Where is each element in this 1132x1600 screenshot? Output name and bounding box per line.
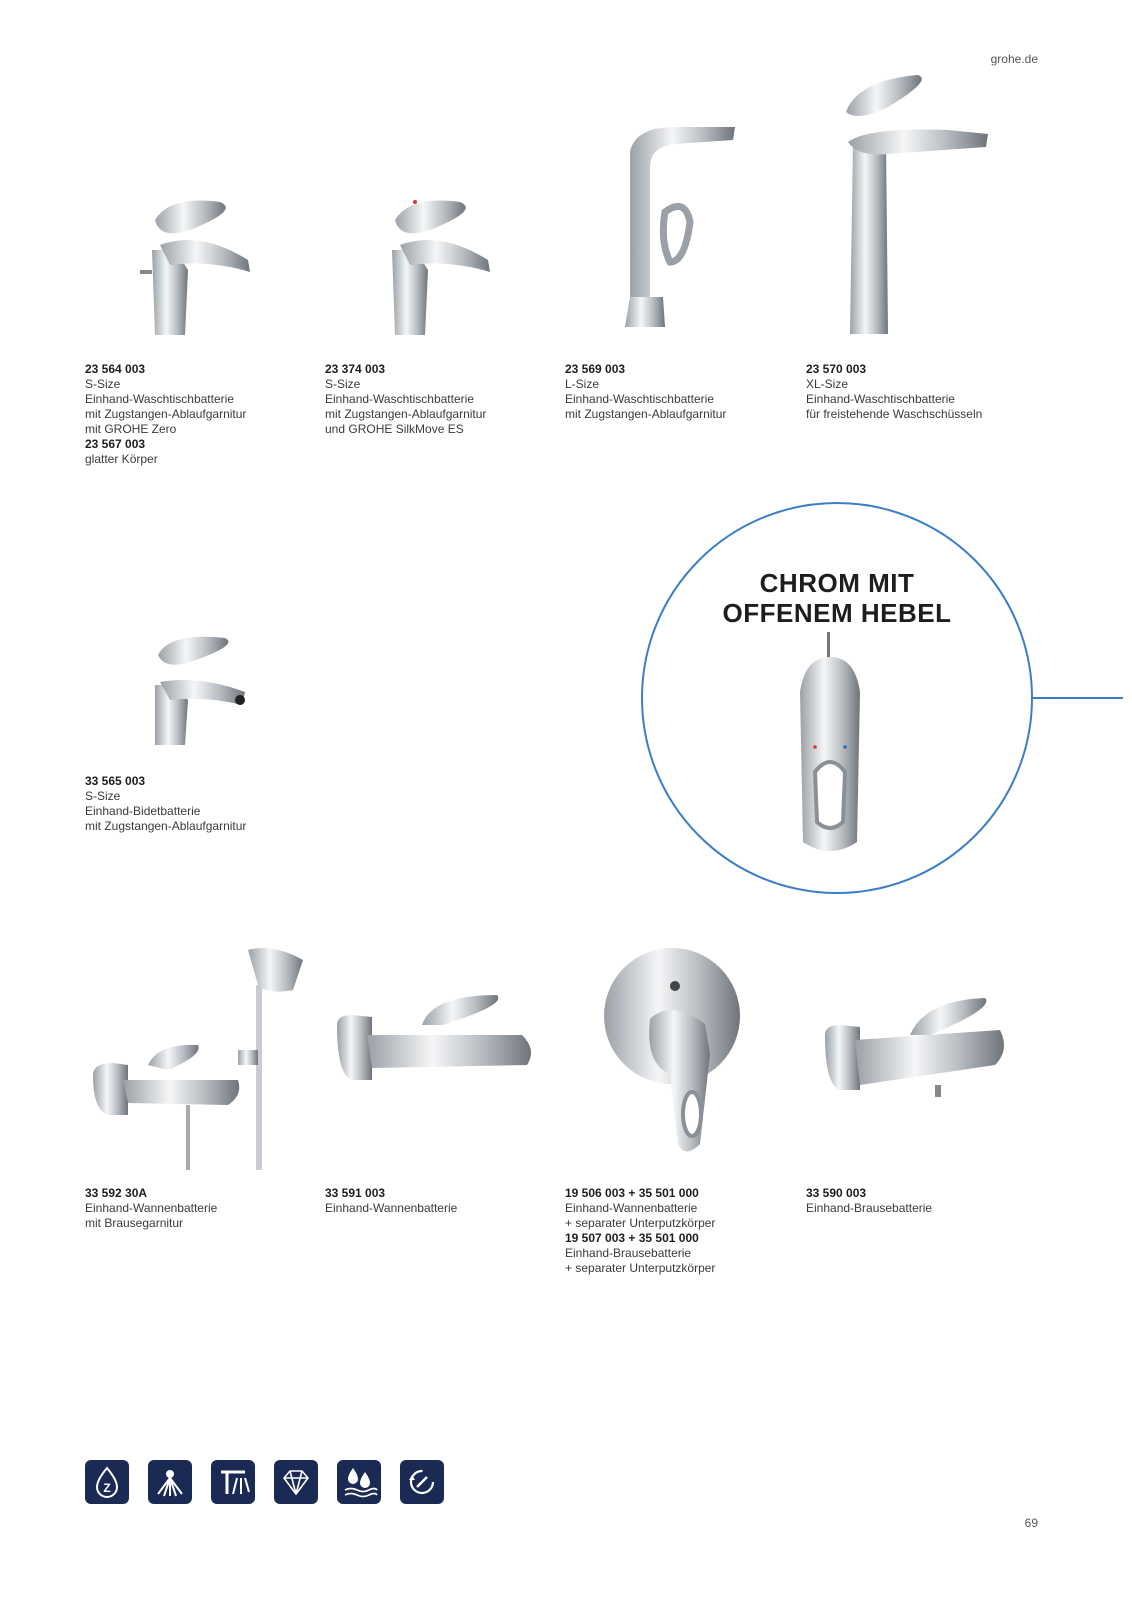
product-description-line: XL-Size: [806, 377, 849, 391]
product-description-line: und GROHE SilkMove ES: [325, 422, 464, 436]
product-caption-23374003: [325, 362, 486, 437]
article-number: 23 570 003: [806, 362, 867, 376]
product-description-line: Einhand-Brausebatterie: [806, 1201, 933, 1215]
bidet-faucet-image: [150, 630, 260, 750]
product-caption-23570003: [806, 362, 982, 422]
callout-title-line2: OFFENEM HEBEL: [722, 598, 952, 628]
lever-closeup-image: [795, 632, 865, 862]
product-description-line: mit Zugstangen-Ablaufgarnitur: [85, 407, 247, 421]
bath-mixer-with-shower-set-image: [88, 945, 313, 1170]
faucet-l-size-image: [615, 122, 750, 337]
faucet-s-size-silkmove-image: [370, 190, 500, 340]
product-description-line: Einhand-Brausebatterie: [565, 1246, 692, 1260]
grohe-zero-icon: [85, 1460, 129, 1504]
page-number: 69: [1024, 1516, 1038, 1530]
product-caption-33565003: [85, 774, 246, 834]
concealed-mixer-image: [600, 944, 745, 1159]
diamond-icon: [274, 1460, 318, 1504]
faucet-s-size-image: [130, 190, 260, 340]
product-caption-23569003: [565, 362, 726, 422]
product-description-line: L-Size: [565, 377, 600, 391]
product-description-line: Einhand-Waschtischbatterie: [325, 392, 474, 406]
product-description-line: für freistehende Waschschüsseln: [806, 407, 983, 421]
article-number: 33 591 003: [325, 1186, 386, 1200]
article-number: 19 507 003 + 35 501 000: [565, 1231, 699, 1245]
product-caption-33590003: [806, 1186, 932, 1216]
product-caption-33591003: [325, 1186, 457, 1216]
product-description-line: S-Size: [325, 377, 361, 391]
article-number: 23 374 003: [325, 362, 386, 376]
article-number: 23 564 003: [85, 362, 146, 376]
faucet-xl-size-image: [838, 72, 993, 337]
product-caption-19506003: [565, 1186, 715, 1276]
callout-line: [1033, 697, 1123, 699]
callout-title-line1: CHROM MIT: [759, 568, 915, 598]
product-description-line: mit GROHE Zero: [85, 422, 177, 436]
product-description-line: Einhand-Bidetbatterie: [85, 804, 201, 818]
bath-mixer-image: [332, 980, 542, 1085]
article-number: 33 565 003: [85, 774, 146, 788]
callout-title: [641, 568, 1033, 628]
product-description-line: Einhand-Wannenbatterie: [325, 1201, 458, 1215]
shower-icon: [211, 1460, 255, 1504]
article-number: 33 592 30A: [85, 1186, 148, 1200]
article-number: 33 590 003: [806, 1186, 867, 1200]
product-description-line: Einhand-Waschtischbatterie: [565, 392, 714, 406]
product-description-line: Einhand-Wannenbatterie: [565, 1201, 698, 1215]
product-description-line: mit Zugstangen-Ablaufgarnitur: [85, 819, 247, 833]
product-description-line: Einhand-Waschtischbatterie: [85, 392, 234, 406]
product-description-line: + separater Unterputzkörper: [565, 1261, 716, 1275]
product-description-line: Einhand-Wannenbatterie: [85, 1201, 218, 1215]
product-caption-3359230A: [85, 1186, 217, 1231]
svg-text:Z: Z: [103, 1481, 111, 1495]
shower-mixer-image: [820, 990, 1010, 1100]
water-drops-icon: [337, 1460, 381, 1504]
product-description-line: mit Brausegarnitur: [85, 1216, 184, 1230]
product-description-line: + separater Unterputzkörper: [565, 1216, 716, 1230]
product-description-line: glatter Körper: [85, 452, 158, 466]
product-description-line: mit Zugstangen-Ablaufgarnitur: [325, 407, 487, 421]
product-description-line: mit Zugstangen-Ablaufgarnitur: [565, 407, 727, 421]
article-number: 23 569 003: [565, 362, 626, 376]
product-caption-23564003: [85, 362, 246, 467]
spray-icon: [148, 1460, 192, 1504]
site-url[interactable]: grohe.de: [990, 52, 1038, 66]
product-description-line: S-Size: [85, 377, 121, 391]
product-description-line: Einhand-Waschtischbatterie: [806, 392, 955, 406]
product-description-line: S-Size: [85, 789, 121, 803]
article-number: 23 567 003: [85, 437, 146, 451]
eco-rotate-icon: [400, 1460, 444, 1504]
article-number: 19 506 003 + 35 501 000: [565, 1186, 699, 1200]
